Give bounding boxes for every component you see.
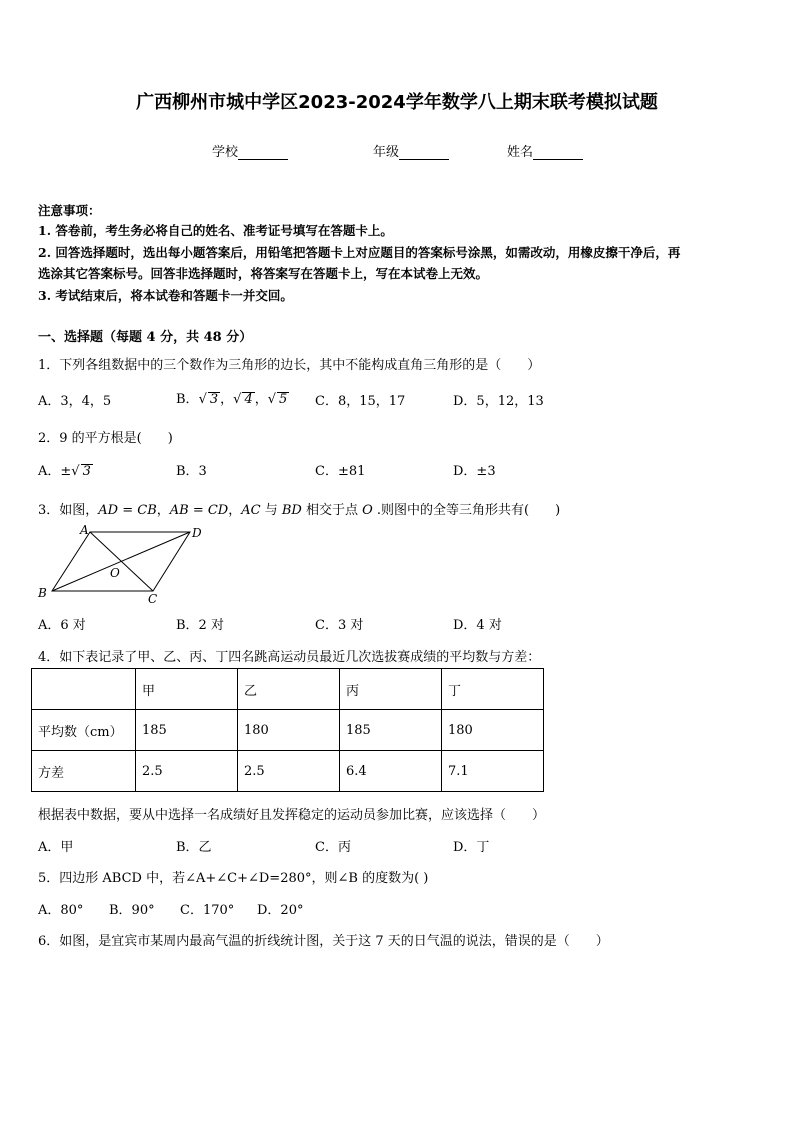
- vertex-label-d: D: [192, 526, 202, 540]
- table-row: [32, 710, 544, 751]
- table-cell: 185: [340, 710, 442, 751]
- notice-item-2a: 2. 回答选择题时，选出每小题答案后，用铅笔把答题卡上对应题目的答案标号涂黑，如需改动，用橡皮擦干净后，再: [38, 245, 681, 260]
- q4-option-c: C．丙: [315, 840, 351, 855]
- vertex-label-c: C: [148, 592, 158, 606]
- table-cell: 2.5: [238, 751, 340, 792]
- table-header-cell: 丙: [340, 669, 442, 710]
- q2-option-a: [38, 460, 93, 479]
- table-cell: 6.4: [340, 751, 442, 792]
- q1-stem: 1．下列各组数据中的三个数作为三角形的边长，其中不能构成直角三角形的是（ ）: [38, 358, 541, 373]
- q4-stem: 4．如下表记录了甲、乙、丙、丁四名跳高运动员最近几次选拔赛成绩的平均数与方差：: [38, 650, 541, 665]
- q1-option-d: D．5，12，13: [453, 394, 544, 409]
- q6-stem: 6．如图，是宜宾市某周内最高气温的折线统计图，关于这 7 天的日气温的说法，错误的是（ ）: [38, 934, 609, 949]
- school-field: [212, 141, 288, 160]
- q3-expr-ab-cd: AB = CD: [169, 503, 229, 518]
- q2-option-b: B．3: [176, 464, 207, 479]
- vertex-label-a: A: [80, 523, 89, 537]
- sqrt-symbol: √: [267, 392, 277, 407]
- q3-expr-ac: AC: [241, 503, 261, 518]
- q2-option-c: C．±81: [315, 464, 366, 479]
- table-header-cell: [32, 669, 136, 710]
- q2-option-d: D．±3: [453, 464, 496, 479]
- q5-option-c: C．170°: [180, 903, 235, 918]
- q3-text-1: 与: [260, 503, 282, 518]
- q5-option-b: B．90°: [109, 903, 155, 918]
- vertex-label-b: B: [38, 586, 47, 600]
- sqrt-symbol: √: [198, 392, 207, 407]
- q3-parallelogram-figure: [30, 522, 220, 608]
- q3-option-c: C．3 对: [315, 618, 364, 633]
- table-cell: 方差: [32, 751, 136, 792]
- q2-option-a-radicand: 3: [82, 464, 91, 479]
- table-cell: 平均数（cm）: [32, 710, 136, 751]
- q1-option-b-radicand-1: 3: [209, 392, 219, 407]
- table-cell: 7.1: [442, 751, 544, 792]
- notice-item-1: 1. 答卷前，考生务必将自己的姓名、准考证号填写在答题卡上。: [38, 223, 393, 238]
- table-row: [32, 751, 544, 792]
- q5-option-a: A．80°: [38, 903, 84, 918]
- q1-option-a: A．3，4，5: [38, 394, 112, 409]
- q3-expr-o: O: [362, 503, 373, 518]
- q1-option-b: B．√ 3 ，√ 4 ，√ 5: [176, 392, 288, 407]
- q2-stem: 2．9 的平方根是( ): [38, 431, 173, 446]
- notice-heading: 注意事项：: [38, 203, 101, 218]
- table-header-row: [32, 669, 544, 710]
- school-label: 学校: [212, 145, 239, 160]
- q3-option-a: A．6 对: [38, 618, 86, 633]
- q2-option-a-prefix: A．±: [38, 464, 72, 479]
- grade-label: 年级: [373, 145, 400, 160]
- q1-option-b-prefix: B．: [176, 392, 199, 407]
- table-cell: 180: [238, 710, 340, 751]
- section-1-heading: 一、选择题（每题 4 分，共 48 分）: [38, 330, 253, 345]
- q3-text-3: .则图中的全等三角形共有( ): [372, 503, 561, 518]
- notice-item-3: 3. 考试结束后，将本试卷和答题卡一并交回。: [38, 288, 293, 303]
- q1-option-b-radicand-3: 5: [279, 392, 288, 407]
- name-blank: [533, 146, 583, 160]
- name-field: [507, 141, 583, 160]
- name-label: 姓名: [507, 145, 534, 160]
- table-cell: 180: [442, 710, 544, 751]
- q4-follow-up: 根据表中数据，要从中选择一名成绩好且发挥稳定的运动员参加比赛，应该选择（ ）: [38, 808, 546, 823]
- sqrt-symbol: √: [71, 464, 80, 479]
- school-blank: [238, 146, 288, 160]
- notice-item-2b: 选涂其它答案标号。回答非选择题时，将答案写在答题卡上，写在本试卷上无效。: [38, 266, 489, 281]
- q4-option-d: D．丁: [453, 840, 490, 855]
- q1-option-b-radicand-2: 4: [244, 392, 253, 407]
- q3-option-b: B．2 对: [176, 618, 224, 633]
- table-cell: 185: [136, 710, 238, 751]
- table-cell: 2.5: [136, 751, 238, 792]
- q3-text-2: 相交于点: [301, 503, 363, 518]
- grade-field: [373, 141, 449, 160]
- table-header-cell: 乙: [238, 669, 340, 710]
- q1-option-c: C．8，15，17: [315, 394, 406, 409]
- q3-expr-ad-cb: AD = CB: [98, 503, 157, 518]
- diagonal-bd: [52, 532, 190, 591]
- exam-title: 广西柳州市城中学区2023-2024学年数学八上期末联考模拟试题: [136, 92, 658, 113]
- q4-option-b: B．乙: [176, 840, 212, 855]
- q3-sep-2: ，: [228, 503, 242, 518]
- score-table: [31, 668, 544, 792]
- q4-option-a: A．甲: [38, 840, 74, 855]
- point-label-o: O: [110, 566, 120, 580]
- grade-blank: [399, 146, 449, 160]
- q3-stem: [38, 499, 560, 518]
- table-header-cell: 甲: [136, 669, 238, 710]
- q3-expr-bd: BD: [281, 503, 302, 518]
- q5-option-d: D．20°: [257, 903, 304, 918]
- q3-stem-part-1: 3．如图，: [38, 503, 99, 518]
- q5-stem: 5．四边形 ABCD 中，若∠A+∠C+∠D=280°，则∠B 的度数为( ): [38, 871, 429, 886]
- sqrt-symbol: √: [233, 392, 242, 407]
- q3-option-d: D．4 对: [453, 618, 502, 633]
- table-header-cell: 丁: [442, 669, 544, 710]
- q3-sep-1: ，: [156, 503, 170, 518]
